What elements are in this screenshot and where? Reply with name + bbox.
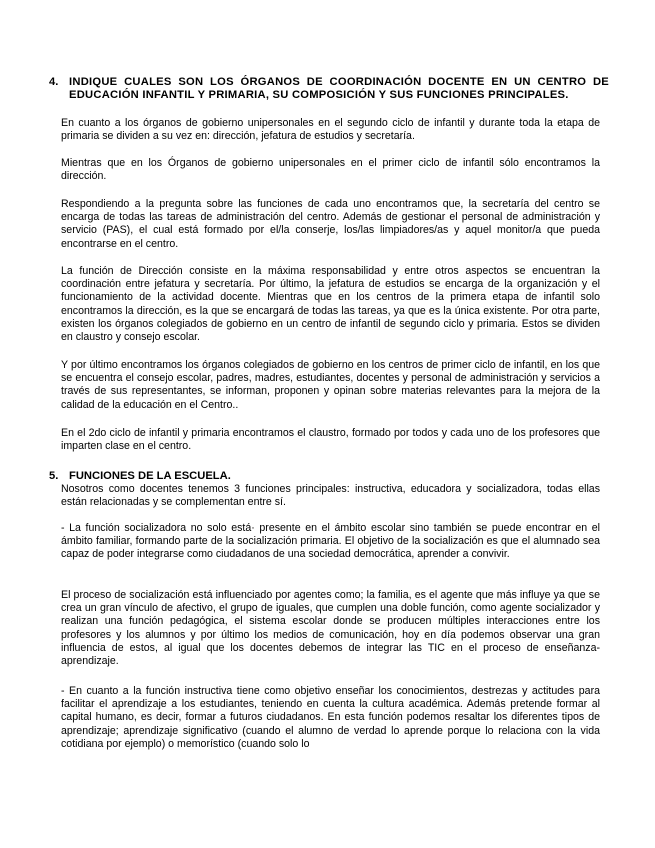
section-4-title: INDIQUE CUALES SON LOS ÓRGANOS DE COORDINACIÓN DOCENTE EN UN CENTRO DE EDUCACIÓN INFANTIL Y PRIMARIA, SU COMPOSICIÓN Y SUS FUNCIONES PRINCIPALES. — [69, 76, 609, 101]
paragraph: - En cuanto a la función instructiva tiene como objetivo enseñar los conocimientos, destrezas y actitudes para facilitar el aprendizaje a los estudiantes, teniendo en cuenta la cultura académica. Además pretende formar al capital humano, es decir, formar a futuros ciudadanos. En esta función podemos resaltar los diferentes tipos de aprendizaje; aprendizaje significativo (cuando el alumno de verdad lo aprende porque lo relaciona con la vida cotidiana por ejemplo) o memorístico (cuando solo lo — [61, 685, 600, 750]
section-5-heading — [49, 470, 609, 483]
paragraph: Nosotros como docentes tenemos 3 funciones principales: instructiva, educadora y socializadora, todas ellas están relacionadas y se complementan entre sí. — [61, 483, 600, 509]
paragraph: - La función socializadora no solo está· presente en el ámbito escolar sino también se puede encontrar en el ámbito familiar, formando parte de la socialización primaria. El objetivo de la socialización es que el alumnado sea capaz de poder integrarse como ciudadanos de una sociedad democrática, aprender a convivir. — [61, 522, 600, 561]
paragraph: El proceso de socialización está influenciado por agentes como; la familia, es el agente que más influye ya que se crea un gran vínculo de afectivo, el grupo de iguales, que cumplen una doble función, como agente socializador y realizan una función pedagógica, el sistema escolar donde se producen múltiples interacciones entre los profesores y los alumnos y por último los medios de comunicación, hoy en día podemos observar una gran influencia de estos, al igual que los docentes debemos de integrar las TIC en el proceso de enseñanza-aprendizaje. — [61, 589, 600, 668]
paragraph: En cuanto a los órganos de gobierno unipersonales en el segundo ciclo de infantil y durante toda la etapa de primaria se dividen a su vez en: dirección, jefatura de estudios y secretaría. — [61, 117, 600, 143]
paragraph: Y por último encontramos los órganos colegiados de gobierno en los centros de primer ciclo de infantil, en los que se encuentra el consejo escolar, padres, madres, estudiantes, docentes y personal de administración y servicios a través de sus representantes, se informan, proponen y opinan sobre materias relevantes para la mejora de la calidad de la educación en el Centro.. — [61, 359, 600, 411]
section-4-heading — [49, 76, 609, 102]
paragraph: Mientras que en los Órganos de gobierno unipersonales en el primer ciclo de infantil sólo encontramos la dirección. — [61, 157, 600, 183]
section-5-number: 5. — [49, 470, 59, 482]
section-5-title: FUNCIONES DE LA ESCUELA. — [69, 470, 231, 482]
paragraph: La función de Dirección consiste en la máxima responsabilidad y entre otros aspectos se encuentran la coordinación entre jefatura y secretaría. Por último, la jefatura de estudios se encarga de la organización y el funcionamiento de la actividad docente. Mientras que en los centros de la primera etapa de infantil solo encontramos la dirección, es la que se encargará de todas las tareas, ya que es la única existente. Por otra parte, existen los órganos colegiados de gobierno en un centro de infantil de segundo ciclo y primaria. Estos se dividen en claustro y consejo escolar. — [61, 265, 600, 344]
section-4-number: 4. — [49, 76, 59, 88]
paragraph: En el 2do ciclo de infantil y primaria encontramos el claustro, formado por todos y cada uno de los profesores que imparten clase en el centro. — [61, 427, 600, 453]
paragraph: Respondiendo a la pregunta sobre las funciones de cada uno encontramos que, la secretaría del centro se encarga de todas las tareas de administración del centro. Además de gestionar el personal de administración y servicio (PAS), el cual está formado por el/la conserje, los/las limpiadores/as y aquel monitor/a que pueda encontrarse en el centro. — [61, 198, 600, 250]
